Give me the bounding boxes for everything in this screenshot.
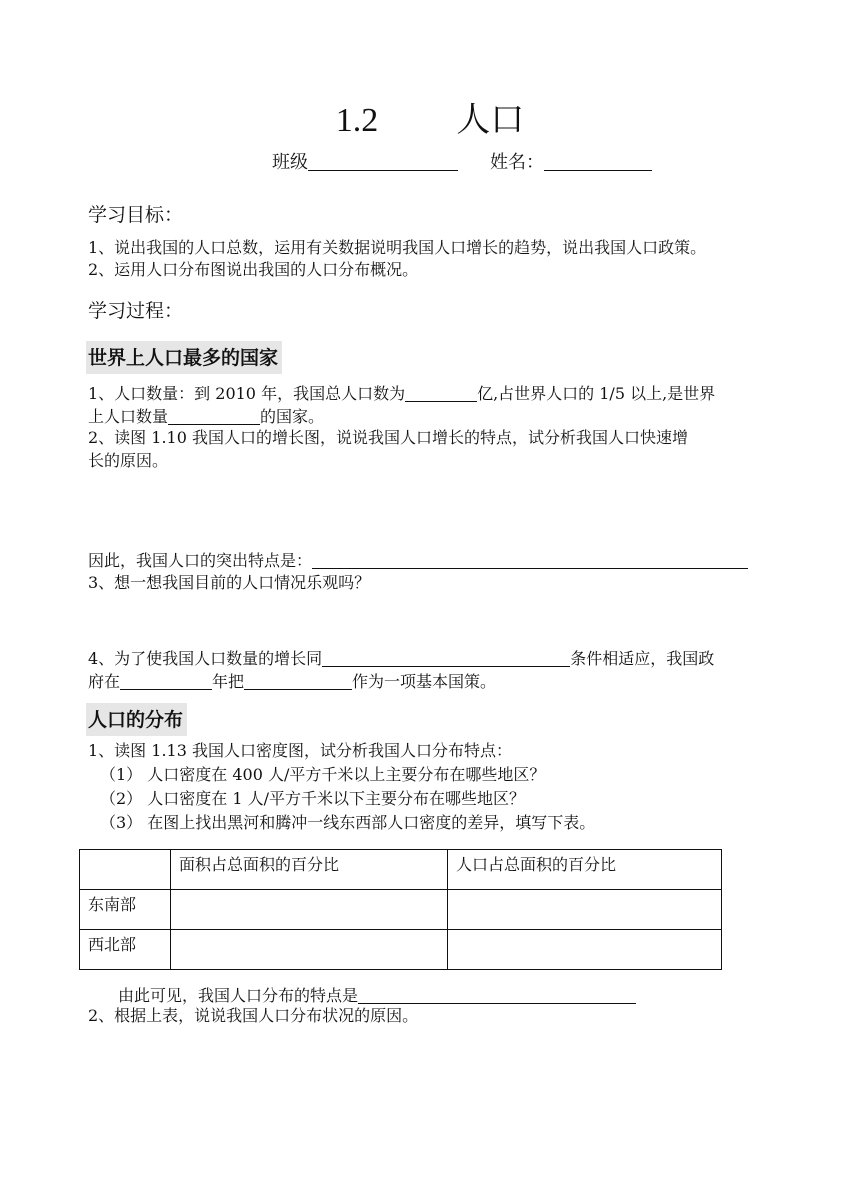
table-cell-population[interactable] <box>448 890 722 930</box>
name-blank[interactable] <box>544 150 652 171</box>
q1-text-c: 上人口数量 <box>88 407 169 426</box>
question-2-cont: 长的原因。 <box>88 451 169 470</box>
goals-heading: 学习目标： <box>88 204 184 226</box>
q1-text-b: 亿,占世界人口的 1/5 以上,是世界 <box>477 384 716 403</box>
section1-heading: 世界上人口最多的国家 <box>86 341 282 374</box>
q4-blank-condition[interactable] <box>322 646 570 667</box>
title-number: 1.2 <box>335 102 379 139</box>
section2-heading: 人口的分布 <box>86 703 187 736</box>
q1-text-d: 的国家。 <box>260 407 325 426</box>
question-4 <box>88 646 714 669</box>
q4-blank-year[interactable] <box>120 669 212 690</box>
s2-sub-question: （3） 在图上找出黑河和腾冲一线东西部人口密度的差异，填写下表。 <box>100 813 596 832</box>
goal-item: 1、说出我国的人口总数，运用有关数据说明我国人口增长的趋势，说出我国人口政策。 <box>88 238 707 257</box>
table-row-label: 西北部 <box>80 930 171 970</box>
therefore-line <box>88 548 748 571</box>
q4-text-e: 作为一项基本国策。 <box>352 672 497 691</box>
table-row <box>80 930 722 970</box>
therefore-blank[interactable] <box>312 548 748 569</box>
s2-sub-question: （2） 人口密度在 1 人/平方千米以下主要分布在哪些地区？ <box>100 789 526 808</box>
table-cell-population[interactable] <box>448 930 722 970</box>
question-4-cont <box>88 669 496 692</box>
q4-text-b: 条件相适应，我国政 <box>570 649 715 668</box>
page-title <box>0 92 860 141</box>
s2-question-2: 2、根据上表，说说我国人口分布状况的原因。 <box>88 1006 419 1025</box>
q1-blank-rank[interactable] <box>168 404 260 425</box>
title-text: 人口 <box>456 102 525 139</box>
question-1 <box>88 381 715 404</box>
conclusion-blank[interactable] <box>358 983 636 1004</box>
density-table <box>79 849 722 970</box>
therefore-text: 因此，我国人口的突出特点是： <box>88 551 313 570</box>
q4-text-c: 府在 <box>88 672 121 691</box>
question-2: 2、读图 1.10 我国人口的增长图，说说我国人口增长的特点，试分析我国人口快速增 <box>88 428 688 447</box>
goal-item: 2、运用人口分布图说出我国的人口分布概况。 <box>88 260 419 279</box>
class-name-line <box>272 148 652 174</box>
class-label: 班级 <box>272 152 308 173</box>
q4-text-a: 4、为了使我国人口数量的增长同 <box>88 649 323 668</box>
table-header-cell: 面积占总面积的百分比 <box>171 850 448 890</box>
q1-text-a: 1、人口数量：到 2010 年，我国总人口数为 <box>88 384 406 403</box>
s2-sub-question: （1） 人口密度在 400 人/平方千米以上主要分布在哪些地区？ <box>100 765 546 784</box>
s2-question-1: 1、读图 1.13 我国人口密度图，试分析我国人口分布特点： <box>88 741 512 760</box>
q1-blank-population[interactable] <box>405 381 477 402</box>
question-3: 3、想一想我国目前的人口情况乐观吗？ <box>88 573 371 592</box>
table-row <box>80 890 722 930</box>
table-header-cell <box>80 850 171 890</box>
conclusion-text: 由此可见，我国人口分布的特点是 <box>118 986 359 1005</box>
conclusion-line <box>118 983 636 1006</box>
table-header-cell: 人口占总面积的百分比 <box>448 850 722 890</box>
name-label: 姓名： <box>490 152 544 173</box>
process-heading: 学习过程： <box>88 300 184 322</box>
table-cell-area[interactable] <box>171 890 448 930</box>
table-cell-area[interactable] <box>171 930 448 970</box>
table-row-label: 东南部 <box>80 890 171 930</box>
question-1-cont <box>88 404 324 427</box>
q4-text-d: 年把 <box>212 672 245 691</box>
table-header-row <box>80 850 722 890</box>
q4-blank-policy[interactable] <box>244 669 352 690</box>
class-blank[interactable] <box>308 150 458 171</box>
